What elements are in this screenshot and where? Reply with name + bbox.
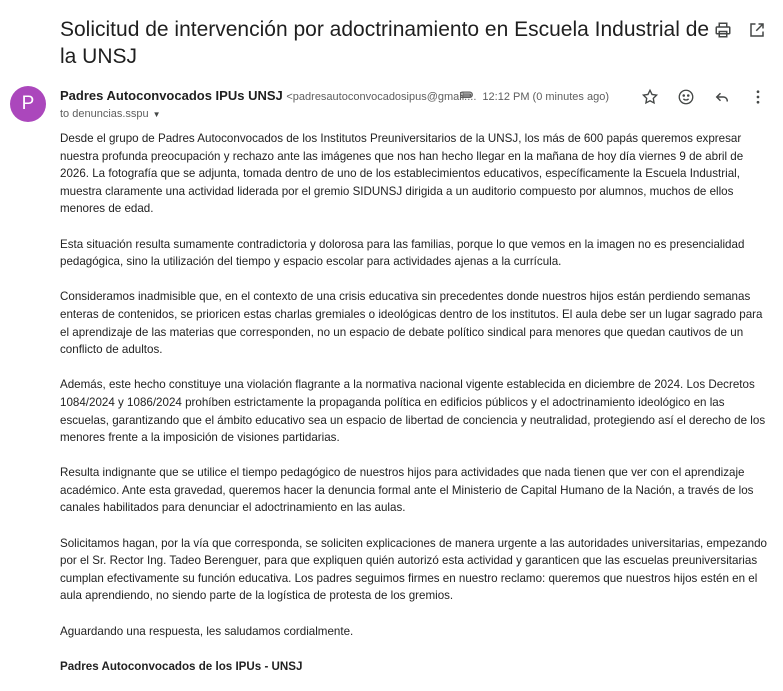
sender-name[interactable]: Padres Autoconvocados IPUs UNSJ [60, 88, 283, 103]
message-time: 12:12 PM (0 minutes ago) [482, 91, 609, 103]
print-icon[interactable] [713, 20, 733, 40]
email-subject: Solicitud de intervención por adoctrinamiento en Escuela Industrial de la UNSJ [60, 18, 710, 68]
sender-avatar[interactable] [10, 86, 46, 122]
body-paragraph: Resulta indignante que se utilice el tiempo pedagógico de nuestros hijos para actividades que nada tienen que ver con el aprendizaje académico. Ante esta gravedad, queremos hacer la denuncia formal ante el Ministerio de Capital Humano de la Nación, a través de los canales habilitados para denunciar el adoctrinamiento en las aulas. [60, 466, 754, 515]
open-in-new-icon[interactable] [747, 20, 767, 40]
email-body [60, 130, 770, 675]
avatar-initial: P [21, 93, 35, 114]
body-paragraph: Esta situación resulta sumamente contradictoria y dolorosa para las familias, porque lo que vemos en la imagen no es presencialidad pedagógica, sino la utilización del tiempo y espacio escolar para actividades ajenas a la currícula. [60, 237, 745, 269]
attachment-icon [458, 88, 476, 106]
reply-icon[interactable] [711, 86, 733, 108]
sender-email: <padresautoconvocadosipus@gmail.... [286, 91, 477, 103]
subject-actions [713, 20, 767, 40]
emoji-icon[interactable] [675, 86, 697, 108]
more-vert-icon[interactable] [747, 86, 769, 108]
caret-down-icon[interactable]: ▼ [152, 109, 161, 119]
subject-row [60, 16, 715, 70]
email-signature: Padres Autoconvocados de los IPUs - UNSJ [60, 659, 303, 673]
message-actions [458, 86, 769, 108]
body-paragraph: Solicitamos hagan, por la vía que corresponda, se soliciten explicaciones de manera urgente a las autoridades universitarias, empezando por el Sr. Rector Ing. Tadeo Berenguer, para que expliquen quién autorizó esta actividad y garanticen que las escuelas preuniversitarias cumplan efectivamente su función educativa. Los padres seguimos firmes en nuestro reclamo: queremos que nuestros hijos estén en el aula aprendiendo, no siendo parte de la logística de protesta de los gremios. [60, 536, 767, 603]
body-paragraph: Desde el grupo de Padres Autoconvocados de los Institutos Preuniversitarios de la UNSJ, los más de 600 papás queremos expresar nuestra profunda preocupación y rechazo ante las imágenes que nos han hecho llegar en la mañana de hoy día viernes 9 de abril de 2026. La fotografía que se adjunta, tomada dentro de uno de los establecimientos educativos, específicamente la Escuela Industrial, muestra claramente una actividad liderada por el gremio SIDUNSJ dirigida a un auditorio compuesto por alumnos, muchos de ellos menores de edad. [60, 132, 744, 216]
star-icon[interactable] [639, 86, 661, 108]
body-paragraph: Aguardando una respuesta, les saludamos cordialmente. [60, 624, 354, 638]
recipient-text: to denuncias.sspu [60, 108, 149, 120]
body-paragraph: Consideramos inadmisible que, en el contexto de una crisis educativa sin precedentes donde nuestros hijos están perdiendo semanas enteras de contenidos, se prioricen estas charlas gremiales o ideológicas dentro de los institutos. El aula debe ser un lugar sagrado para el aprendizaje de las materias que corresponden, no un espacio de debate político sindical para menores que quedan cautivos de un conflicto de adultos. [60, 290, 763, 357]
body-paragraph: Además, este hecho constituye una violación flagrante a la normativa nacional vigente establecida en diciembre de 2024. Los Decretos 1084/2024 y 1086/2024 prohíben estrictamente la propaganda política en edificios públicos y el adoctrinamiento ideológico en las escuelas, garantizando que el ámbito educativo sea un espacio de libertad de conciencia y neutralidad, protegiendo así el derecho de los menores frente a la imposición de visiones partidarias. [60, 378, 766, 445]
sender-row [60, 88, 480, 103]
recipient-row [60, 108, 161, 120]
